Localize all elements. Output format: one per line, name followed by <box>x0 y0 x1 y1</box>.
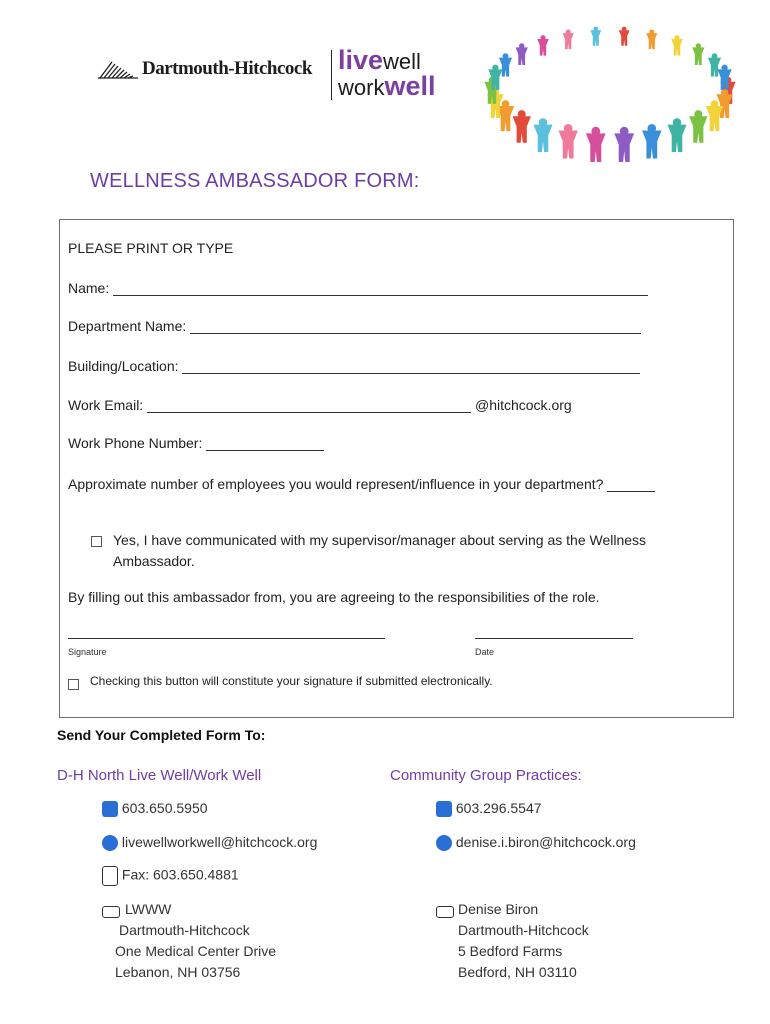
dh-logo-text: Dartmouth-Hitchcock <box>142 58 312 79</box>
right-email <box>436 834 636 851</box>
form-title: WELLNESS AMBASSADOR FORM: <box>90 170 420 192</box>
right-email-address[interactable]: denise.i.biron@hitchcock.org <box>455 834 636 850</box>
supervisor-text <box>113 530 646 572</box>
phone-label: Work Phone Number: <box>68 435 203 451</box>
send-to-heading: Send Your Completed Form To: <box>57 727 266 743</box>
name-field[interactable] <box>113 281 648 296</box>
department-label: Department Name: <box>68 318 187 334</box>
dartmouth-hitchcock-logo <box>98 58 312 80</box>
right-address-line-4: Bedford, NH 03110 <box>458 964 577 980</box>
dh-logo-mark-icon <box>98 58 138 80</box>
left-phone <box>102 800 208 817</box>
logo-divider <box>331 50 332 100</box>
right-address-line-3: 5 Bedford Farms <box>458 943 563 959</box>
employees-label: Approximate number of employees you would represent/influence in your department? <box>68 476 604 492</box>
left-address-line-1: LWWW <box>125 901 172 917</box>
building-field[interactable] <box>182 359 640 374</box>
building-label: Building/Location: <box>68 358 179 374</box>
right-heading: Community Group Practices: <box>390 767 582 784</box>
department-field[interactable] <box>190 319 641 334</box>
left-address-line-4: Lebanon, NH 03756 <box>115 964 241 980</box>
left-heading: D-H North Live Well/Work Well <box>57 767 262 784</box>
left-fax <box>102 866 239 886</box>
checkbox-icon <box>91 536 102 547</box>
envelope-icon <box>436 906 454 918</box>
date-label: Date <box>475 647 495 657</box>
people-circle-icon <box>480 22 740 162</box>
logo-well: well <box>383 49 421 74</box>
left-address <box>115 899 276 983</box>
email-icon <box>102 835 118 851</box>
name-row <box>68 280 648 296</box>
building-row <box>68 358 640 374</box>
department-row <box>68 318 641 334</box>
email-icon <box>436 835 452 851</box>
employees-field[interactable] <box>607 477 655 492</box>
livewell-workwell-logo <box>338 45 436 101</box>
employees-row <box>68 476 655 492</box>
electronic-signature-checkbox[interactable] <box>68 676 79 694</box>
electronic-note: Checking this button will constitute your signature if submitted electronically. <box>90 674 493 688</box>
fax-icon <box>102 866 118 886</box>
left-address-line-3: One Medical Center Drive <box>115 943 277 959</box>
email-field[interactable] <box>147 398 471 413</box>
mail-icon-right <box>436 903 454 921</box>
right-phone-number: 603.296.5547 <box>455 800 542 816</box>
print-instructions: PLEASE PRINT OR TYPE <box>68 240 234 256</box>
checkbox-icon <box>68 679 79 690</box>
email-row <box>68 397 572 413</box>
left-email <box>102 834 317 851</box>
left-fax-number: Fax: 603.650.4881 <box>121 866 239 883</box>
name-label: Name: <box>68 280 110 296</box>
email-label: Work Email: <box>68 397 144 413</box>
left-address-line-2: Dartmouth-Hitchcock <box>119 922 250 938</box>
logo-work: work <box>338 74 385 100</box>
right-address-line-1: Denise Biron <box>458 901 539 917</box>
supervisor-line-1: Yes, I have communicated with my supervisor/manager about serving as the Wellness <box>113 532 647 548</box>
right-address <box>458 899 589 983</box>
signature-label: Signature <box>68 647 107 657</box>
signature-field[interactable] <box>68 637 385 639</box>
logo-live: live <box>338 45 384 75</box>
email-suffix: @hitchcock.org <box>474 397 572 413</box>
phone-icon <box>102 801 118 817</box>
right-phone <box>436 800 542 817</box>
logo-well-bold: well <box>384 70 436 101</box>
supervisor-line-2: Ambassador. <box>113 553 195 569</box>
agreement-text: By filling out this ambassador from, you are agreeing to the responsibilities of the role. <box>68 589 600 605</box>
left-phone-number: 603.650.5950 <box>121 800 208 816</box>
left-email-address[interactable]: livewellworkwell@hitchcock.org <box>121 834 318 850</box>
phone-field[interactable] <box>206 436 324 451</box>
supervisor-checkbox[interactable] <box>91 533 102 551</box>
phone-row <box>68 435 324 451</box>
date-field[interactable] <box>475 637 633 639</box>
right-address-line-2: Dartmouth-Hitchcock <box>458 922 589 938</box>
phone-icon <box>436 801 452 817</box>
